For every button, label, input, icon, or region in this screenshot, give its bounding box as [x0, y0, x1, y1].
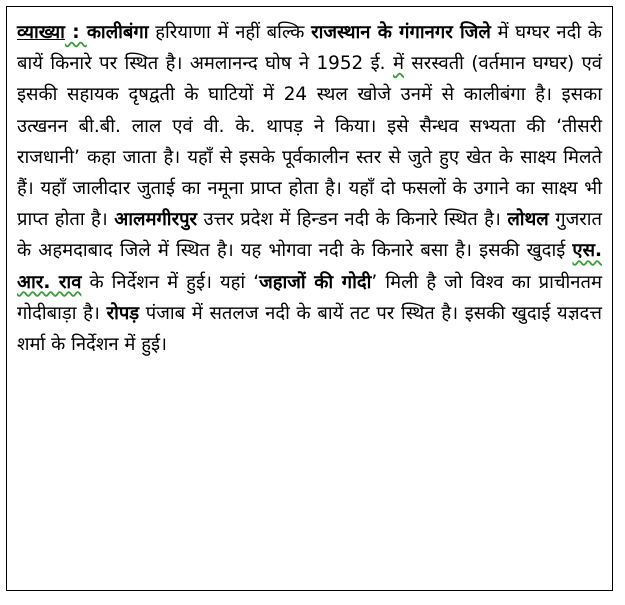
- bold-term: :: [64, 22, 87, 43]
- text-run: हरियाणा में नहीं बल्कि: [148, 22, 312, 43]
- text-run: में: [392, 53, 404, 75]
- text-run: उत्तर प्रदेश में हिन्डन नदी के किनारे स्थित है।: [197, 209, 508, 231]
- text-run: में घग्घर नदी के बायें किनारे पर स्थित है। अमलानन्द घोष ने 1952 ई.: [17, 22, 602, 75]
- bold-term: रोपड़: [106, 302, 140, 324]
- bold-term: एस. आर. राव: [17, 240, 602, 293]
- bold-term: राजस्थान के गंगानगर जिले: [311, 22, 491, 43]
- explanation-paragraph: [17, 17, 602, 360]
- explanation-box: [6, 6, 613, 591]
- bold-term: जहाजों की गोदी: [259, 271, 372, 293]
- text-run: के निर्देशन में हुई। यहां ‘: [81, 271, 260, 293]
- text-run: गुजरात के अहमदाबाद जिले में स्थित है। यह भोगवा नदी के किनारे बसा है। इसकी खुदाई: [17, 209, 602, 262]
- next-line-cut-off: [6, 592, 618, 605]
- text-run: पंजाब में सतलज नदी के बायें तट पर स्थित है। इसकी खुदाई यज्ञदत्त शर्मा के निर्देशन में हुई।: [17, 302, 602, 356]
- text-run: ’ मिली है जो विश्व का प्राचीनतम गोदीबाड़ा है।: [17, 271, 602, 324]
- bold-term: व्याख्या: [17, 22, 65, 43]
- bold-term: लोथल: [507, 209, 549, 231]
- bold-term: कालीबंगा: [86, 22, 149, 43]
- bold-term: आलमगीरपुर: [114, 209, 198, 231]
- text-run: सरस्वती (वर्तमान घग्घर) एवं इसकी सहायक दृषद्वती के घाटियों में 24 स्थल खोजे उनमें से कालीबंगा है। इसका उत्खनन बी.बी. लाल एवं वी. के. थापड़ ने किया। इसे सैन्धव सभ्यता की ‘तीसरी राजधानी’ कहा जाता है। यहाँ से इसके पूर्वकालीन स्तर से जुते हुए खेत के साक्ष्य मिलते हैं। यहाँ जालीदार जुताई का नमूना प्राप्त होता है। यहाँ दो फसलों के उगाने का साक्ष्य भी प्राप्त होता है।: [17, 53, 603, 231]
